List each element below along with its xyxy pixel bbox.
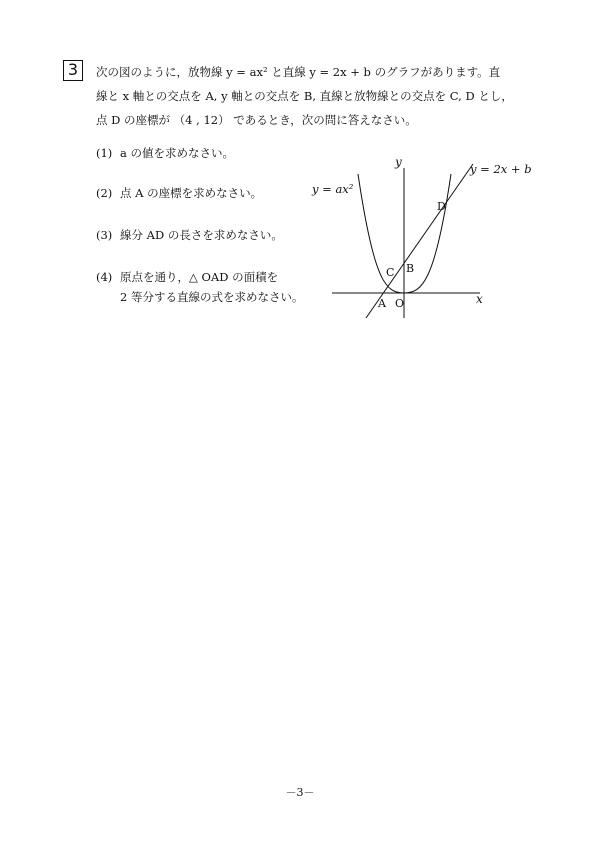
point-label-c: C <box>386 266 395 279</box>
x-axis-label: x <box>476 292 483 306</box>
subquestion-2 <box>96 183 262 203</box>
subquestion-text: a の値を求めなさい。 <box>120 146 235 160</box>
intro-line: 線と x 軸との交点を A, y 軸との交点を B, 直線と放物線との交点を C, D とし， <box>96 89 513 103</box>
intro-line: 次の図のように，放物線 y = ax² と直線 y = 2x + b のグラフがあります。直 <box>96 65 501 79</box>
subquestion-number: (2) <box>96 186 113 200</box>
subquestion-number: (4) <box>96 270 113 284</box>
intro-line: 点 D の座標が （4 , 12） であるとき，次の問に答えなさい。 <box>96 113 417 127</box>
question-number: 3 <box>67 60 79 79</box>
straight-line <box>366 164 473 318</box>
subquestion-text: 線分 AD の長さを求めなさい。 <box>120 228 283 242</box>
point-label-o: O <box>395 297 405 310</box>
point-label-a: A <box>378 297 386 310</box>
line-label: y = 2x + b <box>470 162 532 176</box>
subquestion-number: (3) <box>96 228 113 242</box>
subquestion-number: (1) <box>96 146 113 160</box>
subquestion-3 <box>96 225 283 245</box>
subquestion-1 <box>96 143 234 163</box>
subquestion-text-continued: 2 等分する直線の式を求めなさい。 <box>120 290 304 304</box>
point-label-b: B <box>406 262 415 275</box>
point-label-d: D <box>437 200 446 213</box>
parabola-line-graph <box>300 150 560 322</box>
subquestion-4 <box>96 267 303 307</box>
parabola-label: y = ax² <box>312 182 354 196</box>
question-intro <box>96 60 536 132</box>
subquestion-text: 点 A の座標を求めなさい。 <box>120 186 263 200</box>
y-axis-label: y <box>395 155 402 169</box>
subquestion-text: 原点を通り，△ OAD の面積を <box>120 270 279 284</box>
page-number: －3－ <box>285 786 315 799</box>
question-number-box <box>63 60 83 81</box>
